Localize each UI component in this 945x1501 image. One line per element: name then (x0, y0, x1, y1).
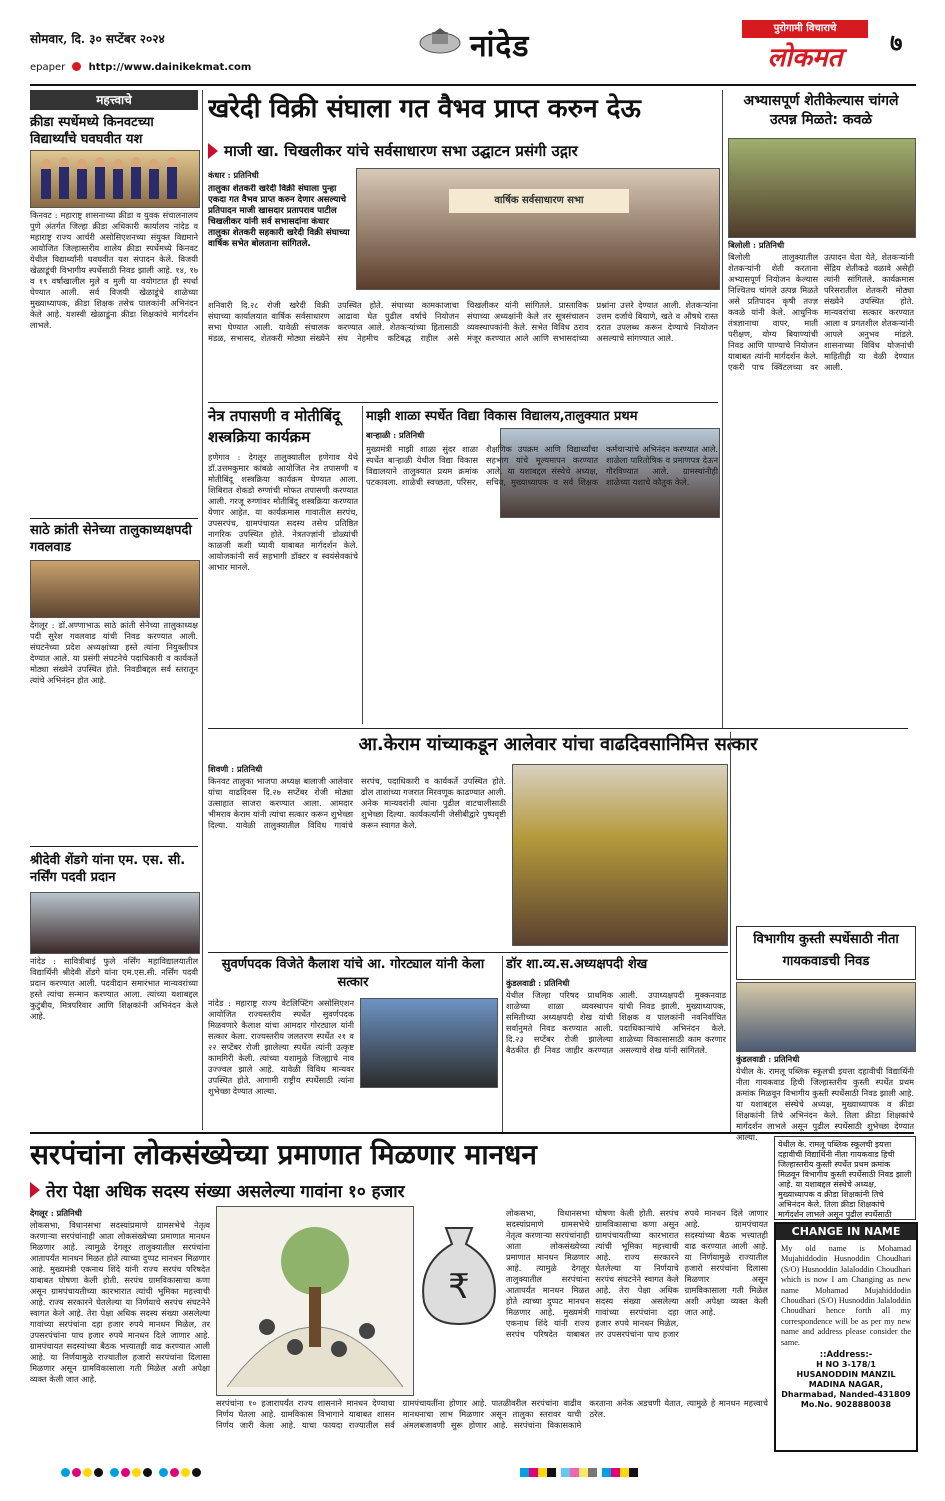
left-story2-headline: साठे क्रांती सेनेच्या तालुकाध्यक्षपदी गवलवाड (30, 523, 192, 555)
right-feature-body: बिलोली तालुक्यातील शेतकऱ्यांनी शेती करताना अभ्यासपूर्ण नियोजन केल्यास निश्चितच चांगले उत्पन्न मिळते असे प्रतिपादन कृषी तज्ज्ञ कवळे यांनी केले. आधुनिक तंत्रज्ञानाचा वापर, माती परीक्षण, योग्य बियाण्यांची निवड आणि पाण्याचे नियोजन याबाबत त्यांनी मार्गदर्शन केले. एकरी पाच क्विंटलच्या वर उत्पादन घेता येते, शेतकऱ्यांनी सेंद्रिय शेतीकडे वळावे असेही त्यांनी सांगितले. कार्यक्रमास परिसरातील शेतकरी मोठ्या संख्येने उपस्थित होते. मान्यवरांचा सत्कार करण्यात आला व प्रगतशील शेतकऱ्यांनी आपले अनुभव मांडले. शासनाच्या विविध योजनांची माहितीही या वेळी देण्यात आली. (728, 252, 914, 372)
address-block (776, 1360, 916, 1410)
sarpanch-subhead (30, 1178, 766, 1202)
wrestling-body: येथील के. रामलू पब्लिक स्कूलची इयत्ता दहावीची विद्यार्थिनी नीता गायकवाड हिची जिल्हास्तरीय कुस्ती स्पर्धेत प्रथम क्रमांक मिळवून विभागीय कुस्ती स्पर्धेसाठी निवड झाली आहे. या यशाबद्दल संस्थेचे अध्यक्ष, मुख्याध्यापक व क्रीडा शिक्षकांनी तिचे अभिनंदन केले. तिला क्रीडा शिक्षकांचे मार्गदर्शन लाभले असून पुढील स्पर्धेसाठी शुभेच्छा देण्यात आल्या. (736, 1066, 914, 1142)
side-note-text: येथील के. रामलू पब्लिक स्कूलची इयत्ता दहावीची विद्यार्थिनी नीता गायकवाड हिची जिल्हास्तरीय कुस्ती स्पर्धेत प्रथम क्रमांक मिळवून विभागीय कुस्ती स्पर्धेसाठी निवड झाली आहे. या यशाबद्दल संस्थेचे अध्यक्ष, मुख्याध्यापक व क्रीडा शिक्षकांनी तिचे अभिनंदन केले. तिला क्रीडा शिक्षकांचे मार्गदर्शन लाभले असून पुढील स्पर्धेसाठी (778, 1140, 912, 1219)
birthday-body: किनवट तालुका भाजपा अध्यक्ष बालाजी आलेवार यांचा वाढदिवस दि.२७ सप्टेंबर रोजी मोठ्या उत्साहात साजरा करण्यात आला. आमदार भीमराव केराम यांनी त्यांचा सत्कार करून शुभेच्छा दिल्या. यावेळी तालुक्यातील विविध गावांचे सरपंच, पदाधिकारी व कार्यकर्ते उपस्थित होते. ढोल ताशांच्या गजरात मिरवणूक काढण्यात आली. अनेक मान्यवरांनी त्यांना पुढील वाटचालीसाठी शुभेच्छा दिल्या. कार्यकर्त्यांनी जेसीबीद्वारे पुष्पवृष्टी करून स्वागत केले. (208, 776, 506, 830)
sarpanch-headline: सरपंचांना लोकसंख्येच्या प्रमाणात मिळणार मानधन (30, 1138, 537, 1171)
address-label: ::Address:- (819, 1350, 873, 1361)
birthday-dateline: शिवणी : प्रतिनिधी (208, 764, 263, 774)
wrestling-dateline: कुंडलवाडी : प्रतिनिधी (736, 1054, 800, 1064)
lead-intro: तालुका शेतकरी खरेदी विक्री संघाला पुन्हा एकदा गत वैभव प्राप्त करुन देणार असल्याचे प्रतिपादन माजी खासदार प्रतापराव पाटील चिखलीकर यांनी सर्व सभासदांना कंधार तालुका शेतकरी सहकारी खरेदी विक्री संघाच्या वार्षिक सभेत बोलताना सांगितले. (208, 184, 350, 249)
epaper-bar (30, 62, 430, 78)
gold-felicitation-photo (360, 998, 498, 1088)
gold-body: नांदेड : महाराष्ट्र राज्य वेटलिफ्टिंग असोसिएशन आयोजित राज्यस्तरीय स्पर्धेत सुवर्णपदक मिळवणारे कैलाश यांचा आमदार गोरट्याल यांनी सत्कार केला. राज्यस्तरीय जलतरण स्पर्धेत २१ व २२ सप्टेंबर रोजी झालेल्या स्पर्धेत त्यांनी उत्कृष्ट कामगिरी केली. त्यांच्या यशामुळे जिल्ह्याचे नाव उज्ज्वल झाले आहे. यावेळी विविध मान्यवर उपस्थित होते. आगामी राष्ट्रीय स्पर्धेसाठी त्यांना शुभेच्छा देण्यात आल्या. (208, 998, 354, 1096)
city-emblem-icon (418, 28, 462, 54)
left-story3-headline: श्रीदेवी शेंडगे यांना एम. एस. सी. नर्सिंग पदवी प्रदान (30, 853, 186, 885)
left-story2-body: देगलूर : डॉ.अण्णाभाऊ साठे क्रांती सेनेच्या तालुकाध्यक्ष पदी सुरेश गवलवाड यांची निवड करण्यात आली. संघटनेच्या प्रदेश अध्यक्षांच्या हस्ते त्यांना नियुक्तीपत्र देण्यात आले. या प्रसंगी संघटनेचे पदाधिकारी व कार्यकर्ते मोठ्या संख्येने उपस्थित होते. निवडीबद्दल सर्व स्तरातून त्यांचे अभिनंदन होत आहे. (30, 620, 198, 685)
sarpanch-cartoon-illustration (216, 1206, 414, 1396)
sarpanch-dateline: देगलूर : प्रतिनिधी (30, 1208, 82, 1218)
sarpanch-body2: सरपंचांना १० हजारापर्यंत राज्य शासनाने मानधन देण्याचा निर्णय घेतला आहे. ग्रामविकास विभागाने याबाबत शासन निर्णय जारी केला आहे. याचा फायदा राज्यातील सर्व ग्रामपंचायतींना होणार आहे. पातळीवरील सरपंचांना वाढीव मानधनाचा लाभ मिळणार असून तालुका स्तरावर याची अंमलबजावणी सुरू होणार आहे. सरपंचांना विकासकामे करताना अनेक अडचणी येतात, त्यामुळे हे मानधन महत्त्वाचे ठरेल. (216, 1398, 768, 1430)
address-line: HUSANODDIN MANZIL (796, 1370, 896, 1380)
lead-headline: खरेदी विक्री संघाला गत वैभव प्राप्त करुन देऊ (208, 94, 641, 124)
subhead-arrow-icon (208, 143, 218, 159)
sheikh-dateline: कुंडलवाडी : प्रतिनिधी (506, 978, 570, 988)
birthday-crowd-photo (512, 764, 728, 946)
money-bag-icon (416, 1208, 502, 1328)
wrestling-headline-box (736, 926, 916, 980)
brand-tagline: पुरोगामी विचाराचे (742, 20, 868, 38)
group-felicitation-photo (30, 560, 200, 618)
change-name-body: My old name is Mohamad Mujahiddodin Husnoddin Choudhari (S/O) Husnoddin Jalaloddin Choudhari which is now I am Changing as new name Mohamad Mujahiddodin Choudhari (S/O) Husnoddin Jalaloddin Choudhari hence forth all my correspondence will be as per my new name and address please consider the same. (781, 1244, 911, 1347)
school-body: मुख्यमंत्री माझी शाळा सुंदर शाळा स्पर्धेत बाऱ्हाळी येथील विद्या विकास विद्यालयाने तालुक्यात प्रथम क्रमांक पटकावला. शाळेची स्वच्छता, परिसर, शैक्षणिक उपक्रम आणि विद्यार्थ्यांचा सहभाग यांचे मूल्यमापन करण्यात आले. या यशाबद्दल संस्थेचे अध्यक्ष, सचिव, मुख्याध्यापक व सर्व शिक्षक कर्मचाऱ्यांचे अभिनंदन करण्यात आले. शाळेला पारितोषिक व प्रमाणपत्र देऊन गौरविण्यात आले. ग्रामस्थांनीही शाळेच्या यशाचे कौतुक केले. (366, 444, 718, 487)
address-line: H NO 3-178/1 (816, 1360, 876, 1370)
address-line: Dharmabad, Nanded-431809 (781, 1390, 911, 1400)
sports-team-photo (30, 150, 200, 208)
masthead (0, 0, 945, 88)
epaper-label: epaper (30, 62, 66, 73)
address-line: Mo.No. 9028880038 (800, 1400, 892, 1410)
farmer-speech-photo (728, 138, 916, 238)
color-calibration-bar (520, 1462, 820, 1476)
left-story1-headline: क्रीडा स्पर्धेमध्ये किनवटच्या विद्यार्थ्यांचे घवघवीत यश (30, 115, 154, 147)
eye-camp-body: हणेगाव : देगलूर तालुक्यातील हणेगाव येथे डॉ.उत्तमकुमार कांबळे आयोजित नेत्र तपासणी व मोतीबिंदू शस्त्रक्रिया कार्यक्रम घेण्यात आला. शिबिरात शेकडो रुग्णांची मोफत तपासणी करण्यात आली. गरजू रुग्णांवर मोतीबिंदू शस्त्रक्रिया करण्यात येणार आहेत. या कार्यक्रमास गावातील सरपंच, उपसरपंच, ग्रामपंचायत सदस्य तसेच प्रतिष्ठित नागरिक उपस्थित होते. नेत्रतज्ज्ञांनी डोळ्यांची काळजी कशी घ्यावी याबाबत मार्गदर्शन केले. आयोजकांनी सर्व सहभागी डॉक्टर व स्वयंसेवकांचे आभार मानले. (208, 452, 358, 572)
wrestling-headline: विभागीय कुस्ती स्पर्धेसाठी नीता गायकवाडची निवड (753, 932, 899, 969)
lead-subhead (208, 140, 718, 162)
left-story3-body: नांदेड : सावित्रीबाई फुले नर्सिंग महाविद्यालयातील विद्यार्थिनी श्रीदेवी शेंडगे यांना एम.एस.सी. नर्सिंग पदवी प्रदान करण्यात आली. पदवीदान समारंभात मान्यवरांच्या हस्ते त्यांचा सन्मान करण्यात आला. त्यांच्या यशाबद्दल कुटुंबीय, मित्रपरिवार आणि शिक्षकांनी अभिनंदन केले आहे. (30, 956, 198, 1021)
page-number: ७ (890, 29, 903, 57)
epaper-link[interactable]: http://www.dainikekmat.com (88, 62, 252, 73)
lead-subhead-text: माजी खा. चिखलीकर यांचे सर्वसाधारण सभा उद्घाटन प्रसंगी उद्गार (224, 142, 578, 160)
dateline-header: सोमवार, दि. ३० सप्टेंबर २०२४ (30, 32, 165, 46)
section-label: महत्त्वाचे (30, 90, 198, 110)
change-name-notice (774, 1222, 918, 1452)
sarpanch-body: लोकसभा, विधानसभा सदस्यांप्रमाणे ग्रामसभेचे नेतृत्व करणाऱ्या सरपंचांनाही आता लोकसंख्येच्या प्रमाणात मानधन मिळणार आहे. त्यामुळे देगलूर तालुक्यातील सरपंचांना आतापर्यंत मानधन मिळत होते त्याच्या दुप्पट मानधन मिळणार आहे. मुख्यमंत्री एकनाथ शिंदे यांनी राज्य सरपंच परिषदेत याबाबत घोषणा केली होती. सरपंच ग्रामविकासाचा कणा असून ग्रामपंचायतीच्या कारभारात त्यांची भूमिका महत्त्वाची आहे. राज्य सरकारने घेतलेल्या या निर्णयाचे सरपंच संघटनेने स्वागत केले आहे. तेरा पेक्षा अधिक सदस्य संख्या असलेल्या गावांच्या सरपंचांना दहा हजार रुपये मानधन मिळेल, तर उपसरपंचांना पाच हजार रुपये मानधन दिले जाणार आहे. ग्रामपंचायत सदस्यांच्या बैठक भत्त्यातही वाढ करण्यात आली आहे. या निर्णयामुळे राज्यातील हजारो सरपंचांना दिलासा मिळणार असून ग्रामविकासाला गती मिळेल अशी अपेक्षा व्यक्त केली जात आहे. (30, 1220, 210, 1384)
left-story1-body: किनवट : महाराष्ट्र शासनाच्या क्रीडा व युवक संचालनालय पुणे अंतर्गत जिल्हा क्रीडा अधिकारी कार्यालय नांदेड व महाराष्ट्र राज्य आर्चरी असोसिएशनच्या संयुक्त विद्यमाने आयोजित जिल्हास्तरीय शालेय क्रीडा स्पर्धेमध्ये किनवट येथील विद्यार्थ्यांनी घवघवीत यश संपादन केले. विजयी खेळाडूंची विभागीय स्पर्धेसाठी निवड झाली आहे. १४, १७ व १९ वर्षाखालील मुले व मुली या वयोगटात ही स्पर्धा घेण्यात आली. सर्व विजयी खेळाडूंचे शाळेच्या मुख्याध्यापक, क्रीडा शिक्षक तसेच पालकांनी अभिनंदन केले आहे. यशस्वी खेळाडूंना क्रीडा शिक्षकांचे मार्गदर्शन लाभले. (30, 210, 198, 330)
brand-name: लोकमत (767, 43, 843, 73)
subhead-arrow-icon (30, 1182, 40, 1198)
school-dateline: बाऱ्हाळी : प्रतिनिधी (366, 430, 425, 440)
change-name-title: CHANGE IN NAME (776, 1224, 916, 1240)
side-note-box (774, 1136, 916, 1220)
city-title: नांदेड (470, 29, 530, 64)
lead-photo-banner: वार्षिक सर्वसाधारण सभा (449, 189, 629, 213)
sarpanch-body-right: लोकसभा, विधानसभा सदस्यांप्रमाणे ग्रामसभेचे नेतृत्व करणाऱ्या सरपंचांनाही आता लोकसंख्येच्या प्रमाणात मानधन मिळणार आहे. त्यामुळे देगलूर तालुक्यातील सरपंचांना आतापर्यंत मानधन मिळत होते त्याच्या दुप्पट मानधन मिळणार आहे. मुख्यमंत्री एकनाथ शिंदे यांनी राज्य सरपंच परिषदेत याबाबत घोषणा केली होती. सरपंच ग्रामविकासाचा कणा असून ग्रामपंचायतीच्या कारभारात त्यांची भूमिका महत्त्वाची आहे. राज्य सरकारने घेतलेल्या या निर्णयाचे सरपंच संघटनेने स्वागत केले आहे. तेरा पेक्षा अधिक सदस्य संख्या असलेल्या गावांच्या सरपंचांना दहा हजार रुपये मानधन मिळेल, तर उपसरपंचांना पाच हजार रुपये मानधन दिले जाणार आहे. ग्रामपंचायत सदस्यांच्या बैठक भत्त्यातही वाढ करण्यात आली आहे. या निर्णयामुळे राज्यातील हजारो सरपंचांना दिलासा मिळणार असून ग्रामविकासाला गती मिळेल अशी अपेक्षा व्यक्त केली जात आहे. (506, 1208, 768, 1339)
right-feature-headline: अभ्यासपूर्ण शेतीकेल्यास चांगले उत्पन्न मिळते: कवळे (743, 93, 899, 128)
graduation-photo (30, 892, 200, 954)
sarpanch-subhead-text: तेरा पेक्षा अधिक सदस्य संख्या असलेल्या गावांना १० हजार (46, 1181, 405, 1202)
address-line: MADINA NAGAR, (808, 1380, 884, 1390)
lead-dateline: कंधार : प्रतिनिधी (208, 170, 259, 180)
school-headline: माझी शाळा स्पर्धेत विद्या विकास विद्यालय,तालुक्यात प्रथम (366, 409, 638, 424)
globe-icon (72, 62, 81, 71)
brand-logo (742, 20, 868, 76)
registration-dots (60, 1462, 500, 1476)
lead-meeting-photo (356, 168, 720, 290)
gold-headline: सुवर्णपदक विजेते कैलाश यांचे आ. गोरट्याल यांनी केला सत्कार (221, 957, 485, 990)
wrestling-felicitation-photo (736, 982, 916, 1052)
svg-text:₹: ₹ (448, 1267, 470, 1307)
birthday-headline: आ.केराम यांच्याकडून आलेवार यांचा वाढदिवसानिमित्त सत्कार (358, 734, 758, 755)
sheikh-headline: डॉर शा.व्य.स.अध्यक्षपदी शेख (506, 957, 648, 972)
eye-camp-headline: नेत्र तपासणी व मोतीबिंदू शस्त्रक्रिया कार्यक्रम (208, 407, 341, 446)
lead-body: शनिवारी दि.२८ रोजी खरेदी विक्री संघाच्या कार्यालयात वार्षिक सर्वसाधारण सभा घेण्यात आली. यावेळी संचालक मंडळ, सभासद, शेतकरी मोठ्या संख्येने उपस्थित होते. संघाच्या कामकाजाचा आढावा घेत पुढील वर्षाचे नियोजन करण्यात आले. शेतकऱ्यांच्या हितासाठी संघ नेहमीच कटिबद्ध राहील असे चिखलीकर यांनी सांगितले. प्रास्ताविक संघाच्या अध्यक्षांनी केले तर सूत्रसंचालन व्यवस्थापकांनी केले. सभेत विविध ठराव मंजूर करण्यात आले आणि सभासदांच्या प्रश्नांना उत्तरे देण्यात आली. शेतकऱ्यांना उत्तम दर्जाचे बियाणे, खते व औषधे रास्त दरात उपलब्ध करून देण्याचे नियोजन असल्याचे सांगण्यात आले. (208, 300, 718, 343)
sheikh-body: येथील जिल्हा परिषद प्राथमिक शाळेच्या शाळा व्यवस्थापन समितीच्या अध्यक्षपदी शेख यांची सर्वानुमते निवड करण्यात आली. दि.२३ सप्टेंबर रोजी झालेल्या बैठकीत ही निवड जाहीर करण्यात आली. उपाध्यक्षपदी मुक्कनवाड यांची निवड झाली. मुख्याध्यापक, शिक्षक व पालकांनी नवनिर्वाचित पदाधिकाऱ्यांचे अभिनंदन केले. शाळेच्या विकासासाठी काम करणार असल्याचे शेख यांनी सांगितले. (506, 990, 726, 1055)
right-feature-dateline: बिलोली : प्रतिनिधी (728, 240, 785, 250)
